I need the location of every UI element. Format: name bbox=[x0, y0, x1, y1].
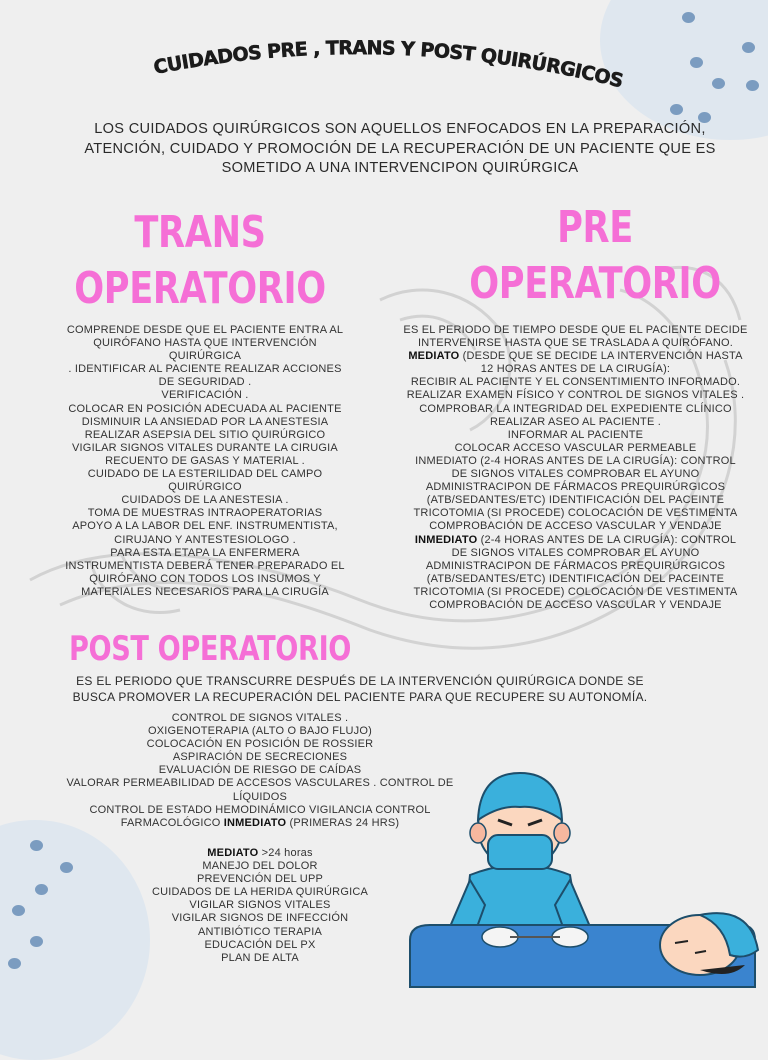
mediato-label: MEDIATO bbox=[408, 350, 460, 363]
list-item: (ATB/SEDANTES/ETC) IDENTIFICACIÓN DEL PACEINTE bbox=[426, 494, 725, 507]
trans-heading-line1: TRANS bbox=[134, 207, 266, 258]
list-item: OXIGENOTERAPIA (ALTO O BAJO FLUJO) bbox=[148, 725, 372, 738]
list-item: DISMINUIR LA ANSIEDAD POR LA ANESTESIA bbox=[81, 415, 329, 428]
mediato-text: (DESDE QUE SE DECIDE LA INTERVENCIÓN HASTA bbox=[459, 350, 743, 363]
svg-text:CUIDADOS PRE , TRANS Y POST QU: CUIDADOS PRE , TRANS Y POST QUIRÚRGICOS bbox=[151, 37, 626, 93]
list-item: COMPROBACIÓN DE ACCESO VASCULAR Y VENDAJE bbox=[429, 520, 722, 533]
post-operatorio-intro bbox=[40, 674, 680, 705]
dot-decoration bbox=[30, 936, 43, 947]
inmediato-text: (2-4 HORAS ANTES DE LA CIRUGÍA): CONTROL bbox=[477, 533, 737, 546]
surgeon-with-patient-illustration bbox=[400, 765, 760, 995]
dot-decoration bbox=[12, 905, 25, 916]
pre-operatorio-list bbox=[393, 324, 758, 612]
list-item: REALIZAR EXAMEN FÍSICO Y CONTROL DE SIGNOS VITALES . bbox=[406, 389, 745, 402]
list-item: RECIBIR AL PACIENTE Y EL CONSENTIMIENTO INFORMADO. bbox=[410, 376, 741, 389]
list-item: REALIZAR ASEPSIA DEL SITIO QUIRÚRGICO bbox=[84, 428, 326, 441]
list-item: INMEDIATO (2-4 HORAS ANTES DE LA CIRUGÍA): CONTROL bbox=[415, 454, 736, 467]
pre-operatorio-heading bbox=[455, 200, 735, 312]
post-operatorio-heading: POST OPERATORIO bbox=[68, 629, 352, 669]
list-item: CONTROL DE SIGNOS VITALES . bbox=[171, 712, 349, 724]
mediato-label: MEDIATO bbox=[207, 847, 259, 859]
list-item: EVALUACIÓN DE RIESGO DE CAÍDAS bbox=[158, 764, 362, 777]
list-item: CUIDADO DE LA ESTERILIDAD DEL CAMPO bbox=[87, 468, 323, 481]
list-item: DE SIGNOS VITALES COMPROBAR EL AYUNO bbox=[451, 546, 700, 559]
list-item: QUIRÓFANO HASTA QUE INTERVENCIÓN bbox=[93, 337, 317, 350]
list-item: PLAN DE ALTA bbox=[221, 951, 299, 964]
dot-decoration bbox=[35, 884, 48, 895]
list-item: MANEJO DEL DOLOR bbox=[202, 860, 318, 873]
list-item: TRICOTOMIA (SI PROCEDE) COLOCACIÓN DE VESTIMENTA bbox=[413, 585, 738, 598]
list-item: ADMINISTRACIPON DE FÁRMACOS PREQUIRÚRGICOS bbox=[425, 481, 726, 494]
trans-operatorio-list bbox=[35, 324, 375, 599]
list-item: ANTIBIÓTICO TERAPIA bbox=[197, 925, 322, 938]
list-item: VIGILAR SIGNOS DE INFECCIÓN bbox=[171, 912, 349, 925]
mediato-text: >24 horas bbox=[258, 847, 313, 859]
list-item: MATERIALES NECESARIOS PARA LA CIRUGÍA bbox=[81, 585, 329, 598]
trans-operatorio-heading bbox=[64, 205, 336, 317]
list-item: DE SEGURIDAD . bbox=[158, 376, 252, 389]
intro-paragraph: LOS CUIDADOS QUIRÚRGICOS SON AQUELLOS ENFOCADOS EN LA PREPARACIÓN, ATENCIÓN, CUIDADO Y PROMOCIÓN DE LA RECUPERACIÓN DE UN PACIENTE QUE ES SOMETIDO A UNA INTERVENCIPON QUIRÚRGICA bbox=[84, 121, 716, 176]
list-item: QUIRÚRGICA bbox=[168, 350, 242, 363]
list-item: ES EL PERIODO DE TIEMPO DESDE QUE EL PACIENTE DECIDE bbox=[403, 324, 748, 336]
list-item: PREVENCIÓN DEL UPP bbox=[196, 873, 324, 886]
list-item: RECUENTO DE GASAS Y MATERIAL . bbox=[105, 454, 305, 467]
list-item: TOMA DE MUESTRAS INTRAOPERATORIAS bbox=[87, 507, 323, 520]
list-item: COMPROBACIÓN DE ACCESO VASCULAR Y VENDAJE bbox=[429, 598, 722, 611]
pre-heading-line2: OPERATORIO bbox=[469, 258, 721, 309]
dot-decoration bbox=[746, 80, 759, 91]
list-item: COMPRENDE DESDE QUE EL PACIENTE ENTRA AL bbox=[66, 324, 344, 336]
farm-text: FARMACOLÓGICO bbox=[120, 816, 224, 829]
dot-decoration bbox=[682, 12, 695, 23]
inmediato-label: INMEDIATO bbox=[223, 816, 287, 829]
list-item: COMPROBAR LA INTEGRIDAD DEL EXPEDIENTE CLÍNICO bbox=[419, 402, 732, 415]
list-item: DE SIGNOS VITALES COMPROBAR EL AYUNO bbox=[451, 468, 700, 481]
list-item: ADMINISTRACIPON DE FÁRMACOS PREQUIRÚRGICOS bbox=[425, 559, 726, 572]
list-item: VALORAR PERMEABILIDAD DE ACCESOS VASCULARES . CONTROL DE bbox=[66, 777, 454, 790]
list-item: LÍQUIDOS bbox=[232, 790, 288, 803]
list-item: VERIFICACIÓN . bbox=[161, 389, 249, 402]
dot-decoration bbox=[670, 104, 683, 115]
pre-heading-line1: PRE bbox=[557, 202, 633, 253]
dot-decoration bbox=[742, 42, 755, 53]
list-item: (ATB/SEDANTES/ETC) IDENTIFICACIÓN DEL PACEINTE bbox=[426, 572, 725, 585]
list-item: COLOCAR EN POSICIÓN ADECUADA AL PACIENTE bbox=[68, 402, 342, 415]
post-intro-line1: ES EL PERIODO QUE TRANSCURRE DESPUÉS DE LA INTERVENCIÓN QUIRÚRGICA DONDE SE bbox=[76, 674, 644, 688]
inmediato-label: INMEDIATO bbox=[414, 533, 478, 546]
list-item bbox=[393, 350, 758, 363]
list-item: COLOCAR ACCESO VASCULAR PERMEABLE bbox=[454, 441, 697, 454]
list-item: EDUCACIÓN DEL PX bbox=[204, 938, 316, 951]
list-item: APOYO A LA LABOR DEL ENF. INSTRUMENTISTA, bbox=[72, 520, 338, 533]
list-item: INFORMAR AL PACIENTE bbox=[507, 428, 644, 441]
list-item: . IDENTIFICAR AL PACIENTE REALIZAR ACCIONES bbox=[68, 363, 342, 376]
list-item: ASPIRACIÓN DE SECRECIONES bbox=[172, 751, 348, 764]
trans-heading-line2: OPERATORIO bbox=[74, 263, 326, 314]
list-item bbox=[393, 534, 758, 547]
list-item: 12 HORAS ANTES DE LA CIRUGÍA): bbox=[480, 363, 671, 376]
page-title bbox=[150, 34, 626, 104]
dot-decoration bbox=[30, 840, 43, 851]
list-item: CUIDADOS DE LA ANESTESIA . bbox=[121, 494, 289, 507]
dot-decoration bbox=[712, 78, 725, 89]
list-item: CUIDADOS DE LA HERIDA QUIRÚRGICA bbox=[151, 886, 369, 899]
list-item: PARA ESTA ETAPA LA ENFERMERA bbox=[110, 546, 300, 559]
list-item: QUIRÚRGICO bbox=[168, 481, 242, 494]
dot-decoration bbox=[8, 958, 21, 969]
list-item: QUIRÓFANO CON TODOS LOS INSUMOS Y bbox=[89, 572, 321, 585]
list-item: CONTROL DE ESTADO HEMODINÁMICO VIGILANCIA CONTROL bbox=[89, 803, 431, 816]
post-intro-line2: BUSCA PROMOVER LA RECUPERACIÓN DEL PACIENTE PARA QUE RECUPERE SU AUTONOMÍA. bbox=[72, 689, 648, 704]
list-item: CIRUJANO Y ANTESTESIOLOGO . bbox=[114, 533, 296, 546]
list-item: TRICOTOMIA (SI PROCEDE) COLOCACIÓN DE VESTIMENTA bbox=[413, 507, 738, 520]
list-item: INSTRUMENTISTA DEBERÁ TENER PREPARADO EL bbox=[65, 559, 345, 572]
list-item: INTERVENIRSE HASTA QUE SE TRASLADA A QUIRÓFANO. bbox=[417, 337, 734, 350]
list-item: VIGILAR SIGNOS VITALES DURANTE LA CIRUGIA bbox=[72, 441, 338, 454]
list-item: REALIZAR ASEO AL PACIENTE . bbox=[489, 415, 662, 428]
list-item: COLOCACIÓN EN POSICIÓN DE ROSSIER bbox=[146, 738, 374, 751]
farm-suffix: (PRIMERAS 24 HRS) bbox=[286, 816, 400, 829]
list-item: VIGILAR SIGNOS VITALES bbox=[189, 899, 331, 912]
dot-decoration bbox=[690, 57, 703, 68]
